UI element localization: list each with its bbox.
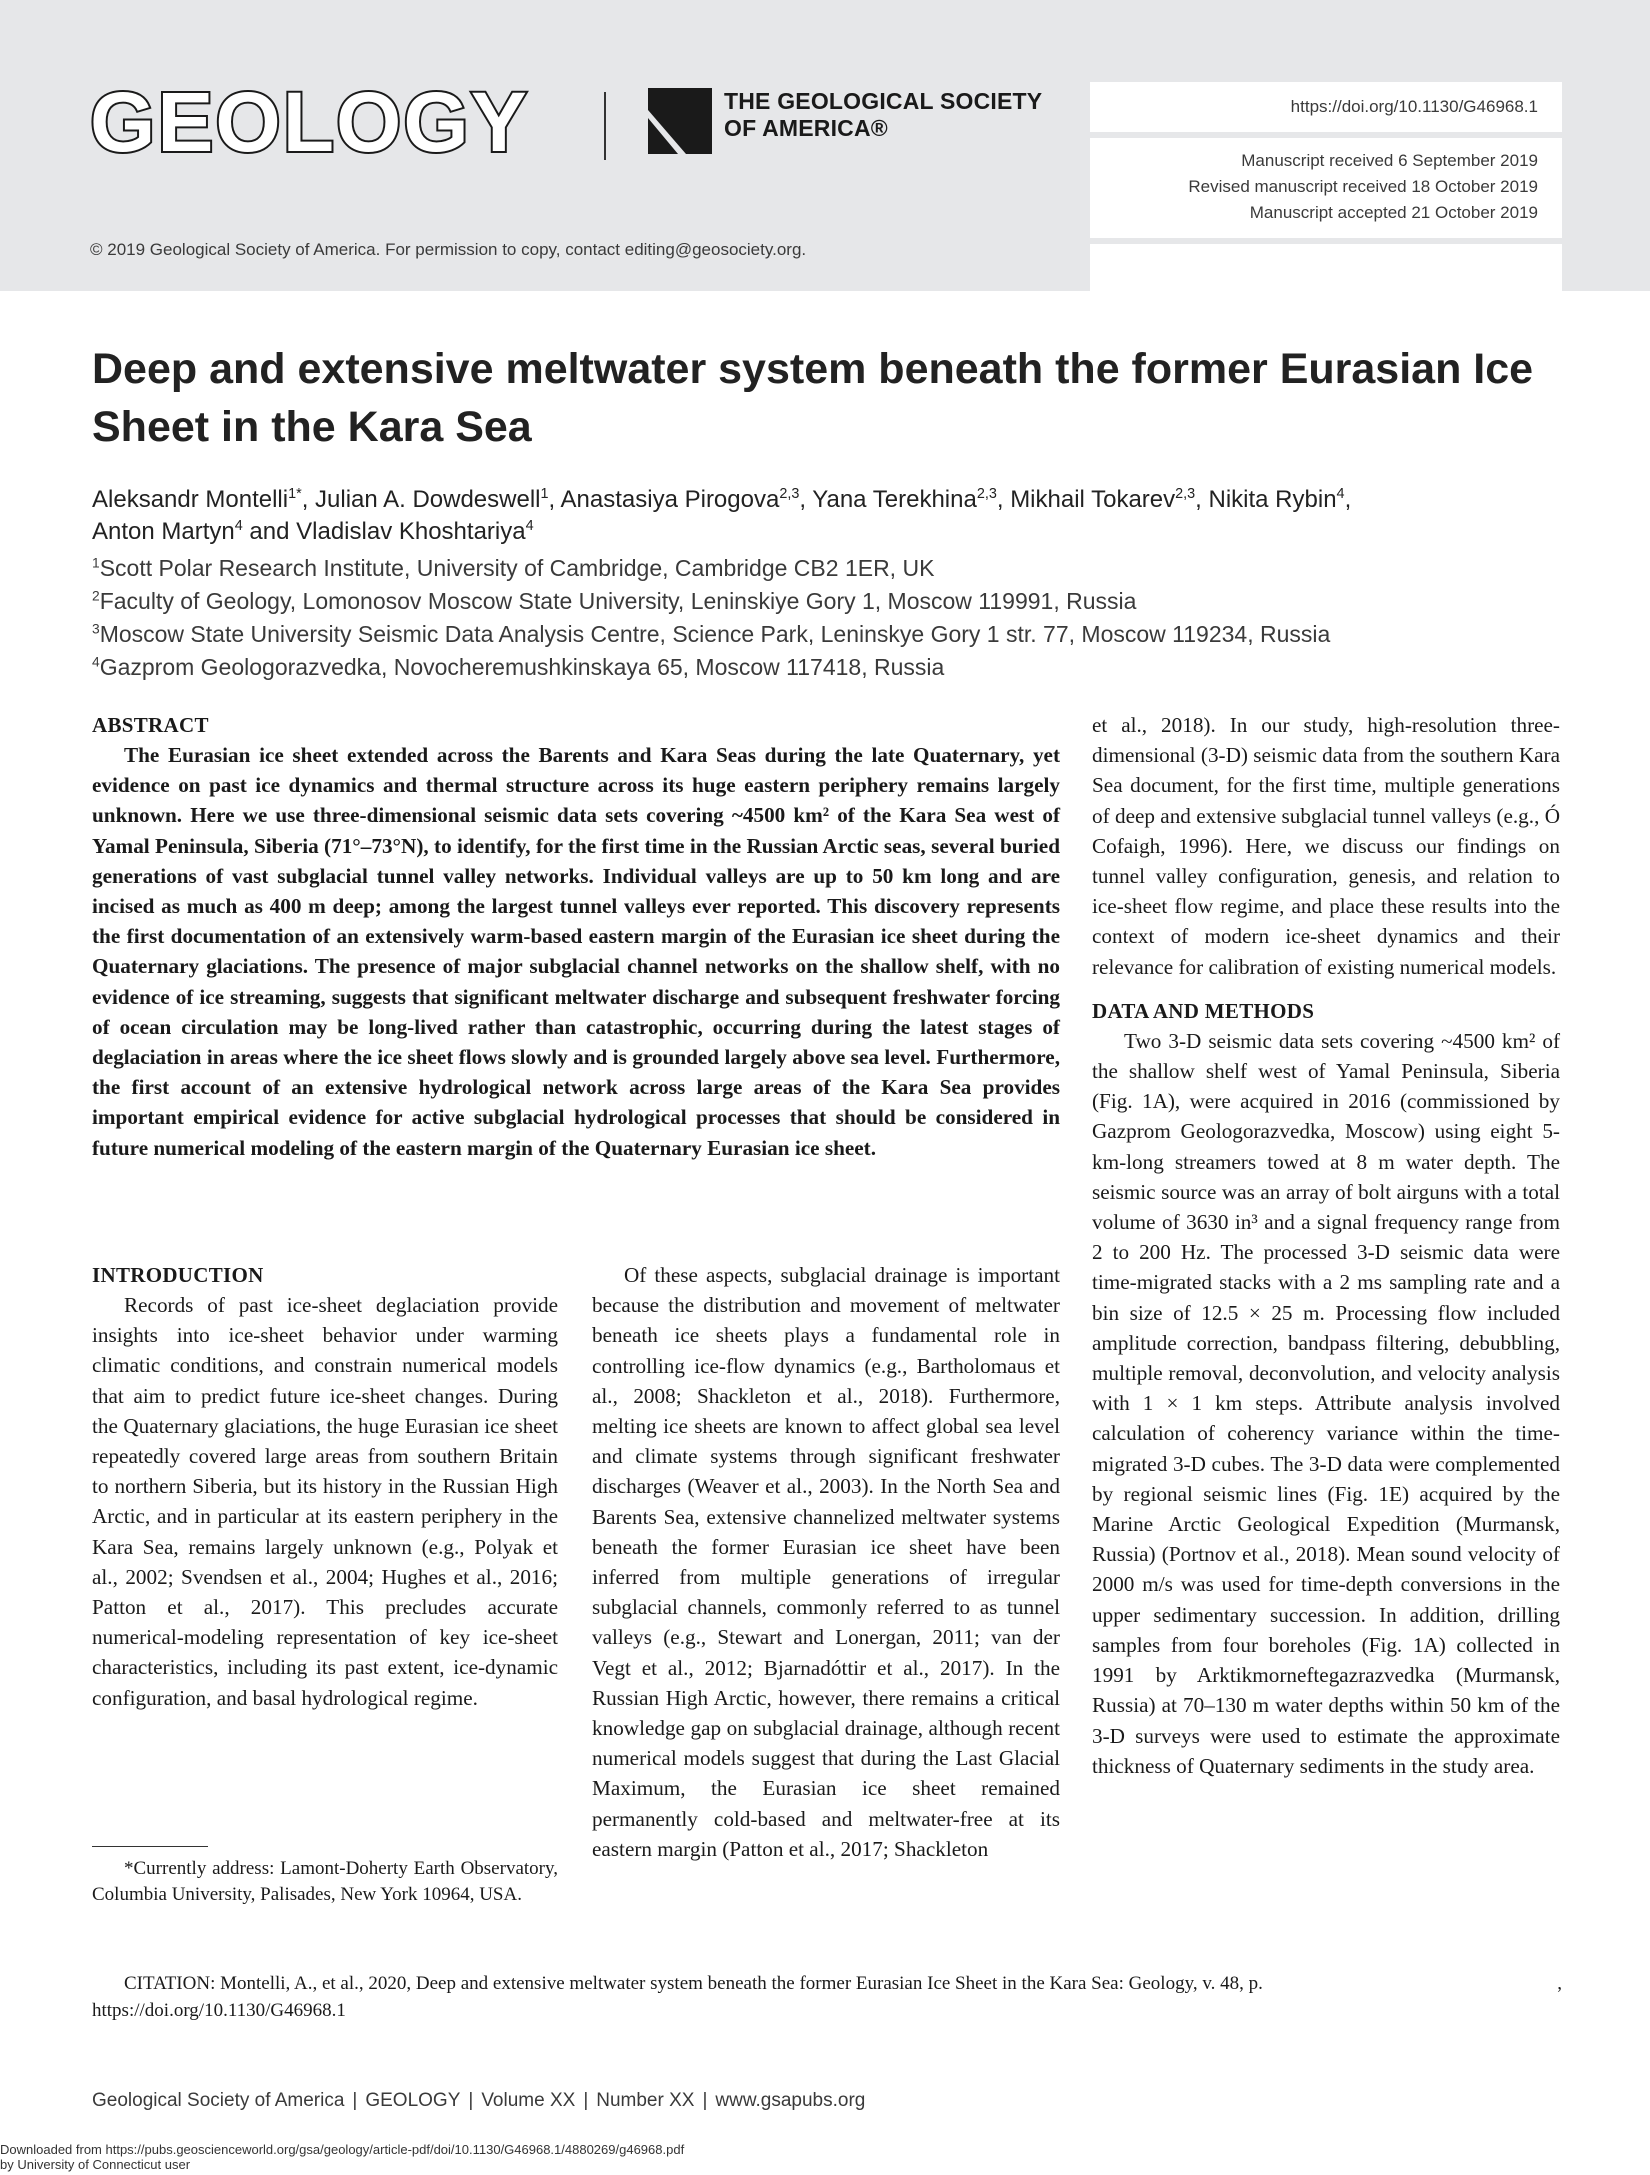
author-separator: and — [242, 518, 297, 545]
footnote-rule — [92, 1846, 208, 1847]
blank-info-row — [1090, 244, 1562, 294]
affiliation-marker: 2 — [92, 588, 100, 604]
gsa-logo-icon — [648, 88, 712, 154]
journal-logo: GEOLOGY — [90, 75, 529, 169]
citation-trailing-comma: , — [1557, 1973, 1562, 1994]
footer-item: Volume XX — [481, 2090, 576, 2111]
footer-website-link[interactable]: www.gsapubs.org — [715, 2090, 866, 2111]
page-footer — [92, 2090, 865, 2112]
author-affiliation-marker: 2,3 — [1175, 486, 1196, 502]
footer-separator: | — [583, 2090, 589, 2111]
author-affiliation-marker: 4 — [525, 518, 534, 534]
abstract-heading: ABSTRACT — [92, 713, 209, 737]
author-affiliation-marker: 2,3 — [779, 486, 800, 502]
article-title: Deep and extensive meltwater system beneath the former Eurasian Ice Sheet in the Kara Sea — [92, 345, 1534, 451]
affiliation-item — [92, 552, 1572, 585]
footer-item: GEOLOGY — [365, 2090, 461, 2111]
affiliation-item — [92, 585, 1572, 618]
affiliation-list — [92, 552, 1572, 684]
right-column — [1092, 710, 1560, 1781]
footer-separator: | — [468, 2090, 474, 2111]
doi-link[interactable]: https://doi.org/10.1130/G46968.1 — [1090, 82, 1562, 132]
introduction-paragraph-2-continued: et al., 2018). In our study, high-resolution three-dimensional (3-D) seismic data from the southern Kara Sea document, for the first time, multiple generations of deep and extensive subglacial tunnel valleys (e.g., Ó Cofaigh, 1996). Here, we discuss our findings on tunnel valley configuration, genesis, and relation to ice-sheet flow regime, and place these results into the context of modern ice-sheet dynamics and their relevance for calibration of existing numerical models. — [1092, 713, 1560, 979]
accepted-date: Manuscript accepted 21 October 2019 — [1249, 203, 1538, 222]
footer-separator: | — [352, 2090, 358, 2111]
author-separator: , — [996, 486, 1011, 513]
copyright-notice: © 2019 Geological Society of America. For permission to copy, contact editing@geosociety.org. — [90, 240, 807, 259]
affiliation-item — [92, 618, 1572, 651]
citation-text: CITATION: Montelli, A., et al., 2020, Deep and extensive meltwater system beneath the former Eurasian Ice Sheet in the Kara Sea: Geology, v. 48, p. — [124, 1973, 1263, 1994]
publisher-name — [724, 88, 1042, 142]
citation-doi[interactable]: https://doi.org/10.1130/G46968.1 — [92, 2000, 346, 2021]
author-separator: , — [301, 486, 316, 513]
author-affiliation-marker: 1 — [540, 486, 549, 502]
author-footnote: *Currently address: Lamont-Doherty Earth Observatory, Columbia University, Palisades, New York 10964, USA. — [92, 1858, 558, 1905]
methods-text: Two 3-D seismic data sets covering ~4500 km² of the shallow shelf west of Yamal Peninsula, Siberia (Fig. 1A), were acquired in 2016 (commissioned by Gazprom Geologorazvedka, Moscow) using eight 5-km-long streamers towed at 8 m water depth. The seismic source was an array of bolt airguns with a total volume of 3630 in³ and a signal frequency range from 2 to 200 Hz. The processed 3-D seismic data were time-migrated stacks with a 2 ms sampling rate and a bin size of 12.5 × 25 m. Processing flow included amplitude correction, bandpass filtering, debubbling, multiple removal, deconvolution, and velocity analysis with 1 × 1 km steps. Attribute analysis involved calculation of coherency variance within the time-migrated 3-D cubes. The 3-D data were complemented by regional seismic lines (Fig. 1E) acquired by the Marine Arctic Geological Expedition (Murmansk, Russia) (Portnov et al., 2018). Mean sound velocity of 2000 m/s was used for time-depth conversions in the upper sedimentary succession. In addition, drilling samples from four boreholes (Fig. 1A) collected in 1991 by Arktikmorneftegazrazvedka (Murmansk, Russia) at 70–130 m water depths within 50 km of the 3-D surveys were used to estimate the approximate thickness of Quaternary sediments in the study area. — [1092, 1028, 1560, 1778]
introduction-column-middle — [592, 1260, 1060, 1864]
logo-divider — [604, 92, 606, 160]
introduction-column-left — [92, 1260, 558, 1713]
publisher-name-line1: THE GEOLOGICAL SOCIETY — [724, 88, 1043, 114]
affiliation-text: Gazprom Geologorazvedka, Novocheremushkinskaya 65, Moscow 117418, Russia — [99, 654, 945, 680]
methods-heading: DATA AND METHODS — [1092, 998, 1315, 1023]
author-separator: , — [799, 486, 813, 513]
introduction-heading: INTRODUCTION — [92, 1263, 264, 1287]
affiliation-marker: 4 — [92, 654, 100, 670]
introduction-paragraph-2: Of these aspects, subglacial drainage is important because the distribution and movement of meltwater beneath ice sheets plays a fundamental role in controlling ice-flow dynamics (e.g., Bartholomaus et al., 2008; Shackleton et al., 2018). Furthermore, melting ice sheets are known to affect global sea level and climate systems through significant freshwater discharges (Weaver et al., 2003). In the North Sea and Barents Sea, extensive channelized meltwater systems beneath the former Eurasian ice sheet have been inferred from multiple generations of irregular subglacial channels, commonly referred to as tunnel valleys (e.g., Stewart and Lonergan, 2011; van der Vegt et al., 2012; Bjarnadóttir et al., 2017). In the Russian High Arctic, however, there remains a critical knowledge gap on subglacial drainage, although recent numerical models suggest that during the Last Glacial Maximum, the Eurasian ice sheet remained permanently cold-based and meltwater-free at its eastern margin (Patton et al., 2017; Shackleton — [592, 1263, 1060, 1861]
author-name: Vladislav Khoshtariya — [296, 518, 526, 545]
introduction-paragraph-1: Records of past ice-sheet deglaciation provide insights into ice-sheet behavior under warming climatic conditions, and constrain numerical models that aim to predict future ice-sheet changes. During the Quaternary glaciations, the huge Eurasian ice sheet repeatedly covered large areas from southern Britain to northern Siberia, but its history in the Russian High Arctic, and in particular at its eastern periphery in the Kara Sea, remains largely unknown (e.g., Polyak et al., 2002; Svendsen et al., 2004; Hughes et al., 2016; Patton et al., 2017). This precludes accurate numerical-modeling representation of key ice-sheet characteristics, including its past extent, ice-dynamic configuration, and basal hydrological regime. — [92, 1293, 558, 1710]
author-name: Anton Martyn — [92, 518, 235, 545]
download-user: by University of Connecticut user — [0, 2157, 191, 2172]
affiliation-marker: 1 — [92, 555, 100, 571]
abstract-section — [92, 710, 1060, 1163]
author-name: Yana Terekhina — [812, 486, 977, 513]
affiliation-text: Scott Polar Research Institute, University of Cambridge, Cambridge CB2 1ER, UK — [99, 555, 935, 581]
footer-separator: | — [702, 2090, 708, 2111]
revised-date: Revised manuscript received 18 October 2019 — [1188, 177, 1538, 196]
footer-item: Geological Society of America — [92, 2090, 345, 2111]
manuscript-info-box — [1090, 82, 1562, 294]
download-source: Downloaded from https://pubs.geoscienceworld.org/gsa/geology/article-pdf/doi/10.1130/G46968.1/4880269/g46968.pdf — [0, 2142, 685, 2157]
author-separator: , — [548, 486, 561, 513]
affiliation-text: Moscow State University Seismic Data Analysis Centre, Science Park, Leninskye Gory 1 str. 77, Moscow 119234, Russia — [99, 621, 1331, 647]
publisher-name-line2: OF AMERICA® — [724, 115, 888, 141]
abstract-text: The Eurasian ice sheet extended across the Barents and Kara Seas during the late Quaternary, yet evidence on past ice dynamics and thermal structure across its huge eastern periphery remains largely unknown. Here we use three-dimensional seismic data sets covering ~4500 km² of the Kara Sea west of Yamal Peninsula, Siberia (71°–73°N), to identify, for the first time in the Russian Arctic seas, several buried generations of vast subglacial tunnel valley networks. Individual valleys are up to 50 km long and are incised as much as 400 m deep; among the largest tunnel valleys ever reported. This discovery represents the first documentation of an extensively warm-based eastern margin of the Eurasian ice sheet during the Quaternary glaciations. The presence of major subglacial channel networks on the shallow shelf, with no evidence of ice streaming, suggests that significant meltwater discharge and subsequent freshwater forcing of ocean circulation may be long-lived rather than catastrophic, occurring during the latest stages of deglaciation in areas where the ice sheet flows slowly and is grounded largely above sea level. Furthermore, the first account of an extensive hydrological network across large areas of the Kara Sea provides important empirical evidence for active subglacial hydrological processes that should be considered in future numerical modeling of the eastern margin of the Quaternary Eurasian ice sheet. — [92, 743, 1060, 1160]
manuscript-dates — [1090, 138, 1562, 238]
author-separator: , — [1195, 486, 1209, 513]
author-separator: , — [1344, 486, 1352, 513]
author-affiliation-marker: 2,3 — [976, 486, 997, 502]
author-name: Julian A. Dowdeswell — [315, 486, 541, 513]
author-list — [92, 484, 1572, 548]
download-notice — [0, 2142, 684, 2172]
author-affiliation-marker: 4 — [234, 518, 243, 534]
footer-item: Number XX — [596, 2090, 695, 2111]
affiliation-text: Faculty of Geology, Lomonosov Moscow State University, Leninskiye Gory 1, Moscow 119991, Russia — [99, 588, 1137, 614]
affiliation-marker: 3 — [92, 621, 100, 637]
author-name: Nikita Rybin — [1208, 486, 1337, 513]
affiliation-item — [92, 651, 1572, 684]
author-name: Mikhail Tokarev — [1010, 486, 1176, 513]
author-affiliation-marker: 1* — [288, 486, 302, 502]
received-date: Manuscript received 6 September 2019 — [1241, 151, 1538, 170]
author-name: Anastasiya Pirogova — [560, 486, 780, 513]
author-name: Aleksandr Montelli — [92, 486, 289, 513]
author-affiliation-marker: 4 — [1336, 486, 1345, 502]
citation-block — [92, 1970, 1562, 2024]
